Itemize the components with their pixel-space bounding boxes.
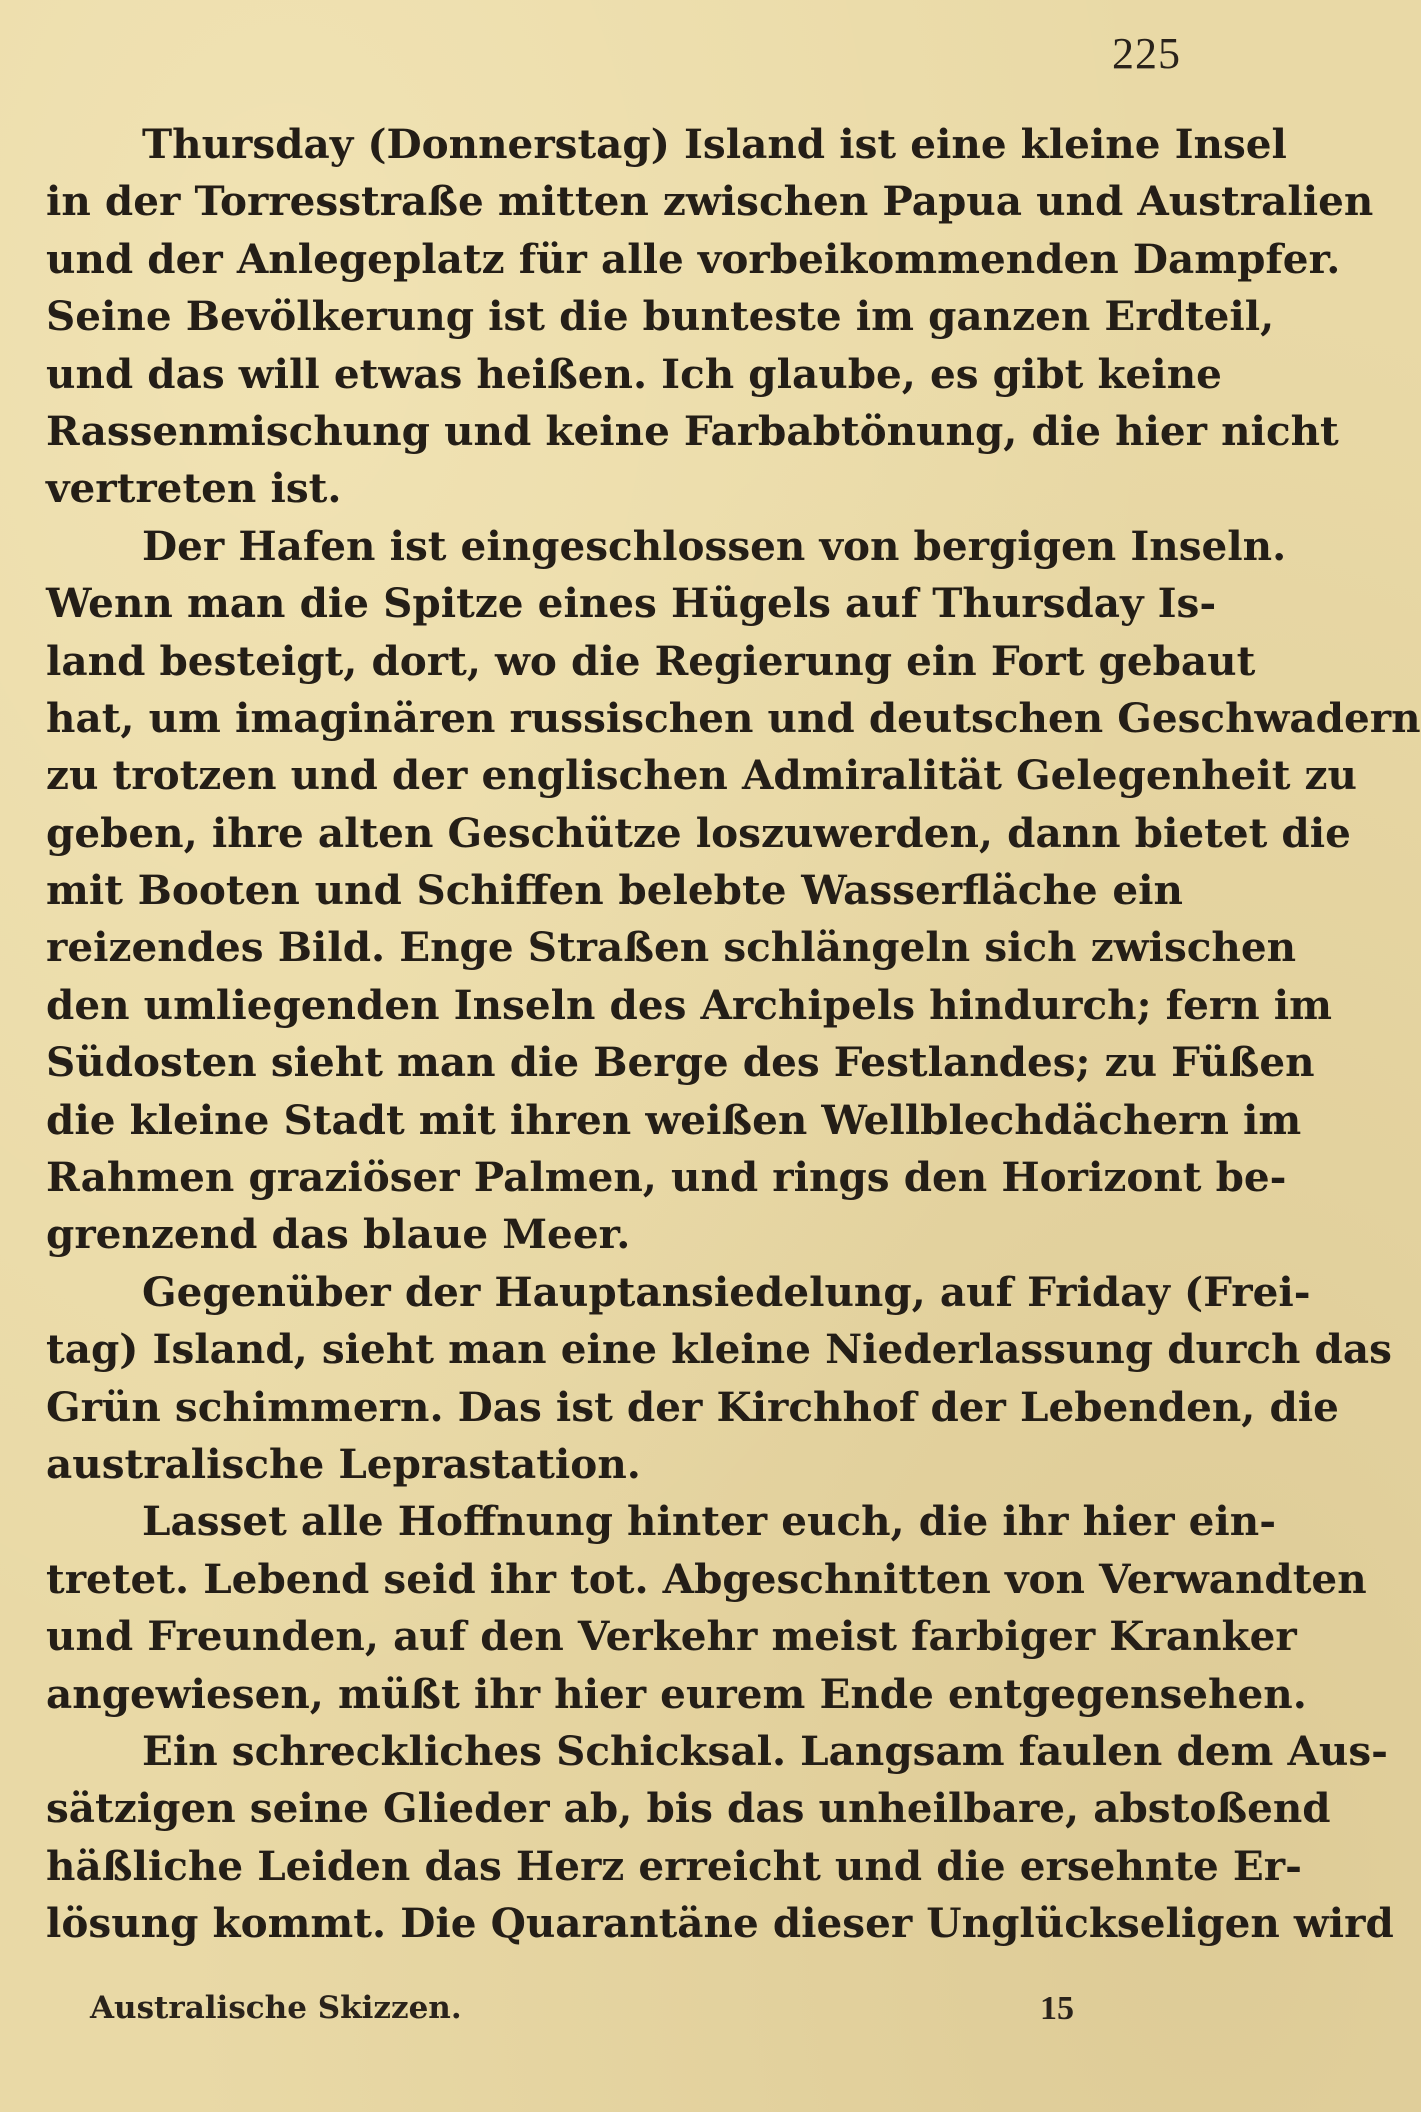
text-line: Seine Bevölkerung ist die bunteste im ganzen Erdteil, xyxy=(46,292,1275,341)
body-text xyxy=(46,116,1421,1953)
text-line: lösung kommt. Die Quarantäne dieser Unglückseligen wird xyxy=(46,1899,1394,1948)
text-line: Ein schreckliches Schicksal. Langsam faulen dem Aus- xyxy=(142,1726,1388,1775)
text-line: häßliche Leiden das Herz erreicht und die ersehnte Er- xyxy=(46,1841,1302,1890)
text-line: geben, ihre alten Geschütze loszuwerden, dann bietet die xyxy=(46,808,1351,857)
text-line: tretet. Lebend seid ihr tot. Abgeschnitten von Verwandten xyxy=(46,1554,1367,1603)
text-line: den umliegenden Inseln des Archipels hindurch; fern im xyxy=(46,980,1332,1029)
text-line: Südosten sieht man die Berge des Festlandes; zu Füßen xyxy=(46,1038,1315,1087)
text-line: Gegenüber der Hauptansiedelung, auf Friday (Frei- xyxy=(142,1267,1311,1316)
text-line: grenzend das blaue Meer. xyxy=(46,1210,631,1259)
text-line: Grün schimmern. Das ist der Kirchhof der Lebenden, die xyxy=(46,1382,1339,1431)
text-line: zu trotzen und der englischen Admiralität Gelegenheit zu xyxy=(46,751,1357,800)
footer-sheet-number: 15 xyxy=(1040,1990,1074,2027)
text-line: mit Booten und Schiffen belebte Wasserfläche ein xyxy=(46,866,1183,915)
text-line: Thursday (Donnerstag) Island ist eine kleine Insel xyxy=(142,120,1287,168)
text-line: Der Hafen ist eingeschlossen von bergigen Inseln. xyxy=(142,521,1287,570)
text-line: in der Torresstraße mitten zwischen Papua und Australien xyxy=(46,177,1374,226)
text-line: die kleine Stadt mit ihren weißen Wellblechdächern im xyxy=(46,1095,1302,1144)
text-line: Rassenmischung und keine Farbabtönung, die hier nicht xyxy=(46,406,1339,455)
text-line: tag) Island, sieht man eine kleine Niederlassung durch das xyxy=(46,1325,1392,1374)
text-line: australische Leprastation. xyxy=(46,1439,641,1488)
text-line: Wenn man die Spitze eines Hügels auf Thursday Is- xyxy=(46,579,1217,628)
text-line: und der Anlegeplatz für alle vorbeikommenden Dampfer. xyxy=(46,234,1341,283)
footer-signature: Australische Skizzen. xyxy=(90,1990,462,2026)
text-line: und das will etwas heißen. Ich glaube, es gibt keine xyxy=(46,349,1222,398)
text-line: Rahmen graziöser Palmen, und rings den Horizont be- xyxy=(46,1153,1287,1202)
page-number: 225 xyxy=(1112,29,1181,78)
text-line: angewiesen, müßt ihr hier eurem Ende entgegensehen. xyxy=(46,1669,1307,1718)
text-line: reizendes Bild. Enge Straßen schlängeln sich zwischen xyxy=(46,923,1297,972)
text-line: Lasset alle Hoffnung hinter euch, die ihr hier ein- xyxy=(142,1497,1277,1546)
text-line: vertreten ist. xyxy=(46,464,342,513)
text-line: land besteigt, dort, wo die Regierung ein Fort gebaut xyxy=(46,636,1256,685)
text-line: und Freunden, auf den Verkehr meist farbiger Kranker xyxy=(46,1612,1297,1661)
text-line: sätzigen seine Glieder ab, bis das unheilbare, abstoßend xyxy=(46,1784,1331,1833)
text-line: hat, um imaginären russischen und deutschen Geschwadern xyxy=(46,693,1421,742)
